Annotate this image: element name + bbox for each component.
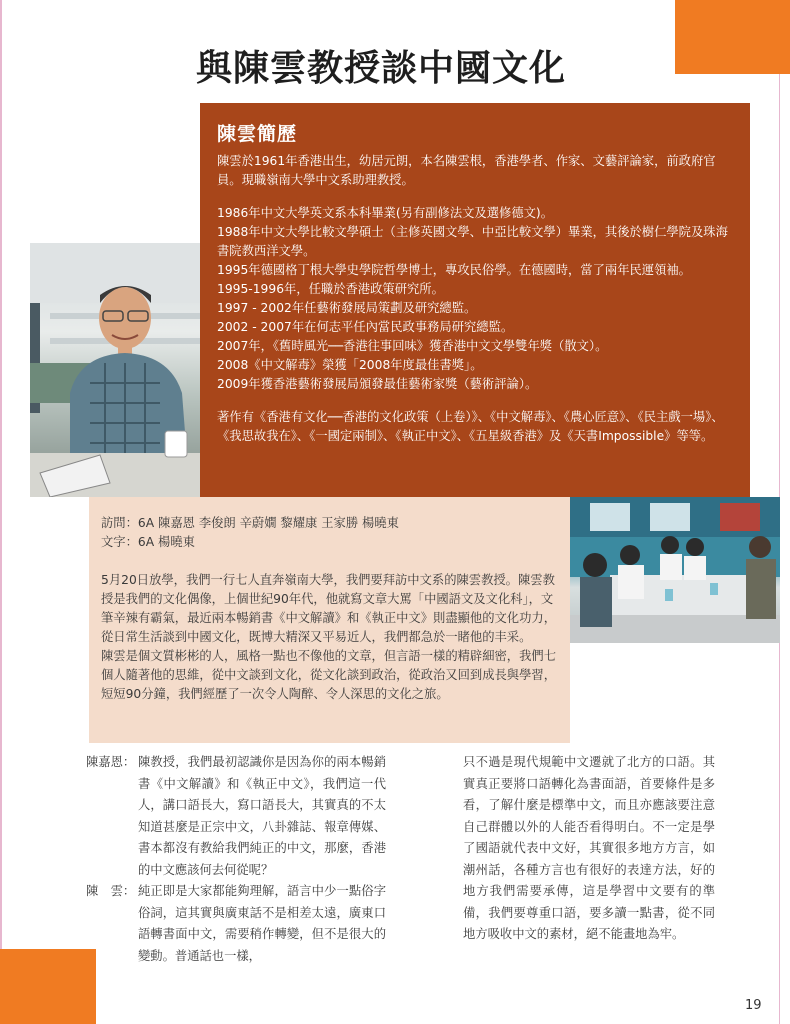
career-item: 1986年中文大學英文系本科畢業(另有副修法文及選修德文)。 xyxy=(217,206,554,220)
dialogue-column-right: 只不過是現代規範中文遷就了北方的口語。其實真正要將口語轉化為書面語，首要條件是多看，了解什麼是標準中文，而且亦應該要注意自己群體以外的人能否看得明白。不一定是學了國語就代表中文好，其實很多地方方言，如潮州話，各種方言也有很好的表達方法，好的地方我們需要承傳，這是學習中文要有的準備，我們要尊重口語，要多讀一點書，從不同地方吸收中文的素材，絕不能畫地為牢。 xyxy=(463,755,715,941)
career-item: 2007年，《舊時風光──香港往事回味》獲香港中文文學雙年獎（散文）。 xyxy=(217,339,608,353)
career-item: 2002 - 2007年在何志平任內當民政事務局研究總監。 xyxy=(217,320,514,334)
career-item: 1995-1996年，任職於香港政策研究所。 xyxy=(217,282,444,296)
career-item: 2008《中文解毒》榮獲「2008年度最佳書獎」。 xyxy=(217,358,483,372)
intro-paragraph: 5月20日放學，我們一行七人直奔嶺南大學，我們要拜訪中文系的陳雲教授。陳雲教授是我們的文化偶像，上個世紀90年代，他就寫文章大罵「中國語文及文化科」，文筆辛辣有霸氣，最近兩本暢銷書《中文解讀》和《執正中文》則盡顯他的文化功力，從日常生活談到中國文化，既博大精深又平易近人，我們都急於一睹他的丰采。 xyxy=(101,573,556,644)
portrait-illustration xyxy=(30,243,200,497)
top-corner-block xyxy=(675,0,790,74)
page-title: 與陳雲教授談中國文化 xyxy=(196,47,567,89)
speaker-name: 陳嘉恩： xyxy=(86,755,136,769)
left-margin-rule xyxy=(0,0,2,1024)
career-item: 2009年獲香港藝術發展局頒發最佳藝術家獎（藝術評論）。 xyxy=(217,377,538,391)
interviewers-line: 訪問：6A 陳嘉恩 李俊朗 辛蔚嫺 黎耀康 王家勝 楊曉東 xyxy=(101,516,399,530)
career-item: 1997 - 2002年任藝術發展局策劃及研究總監。 xyxy=(217,301,477,315)
bio-heading: 陳雲簡歷 xyxy=(217,123,298,145)
page-number: 19 xyxy=(745,998,762,1013)
bio-intro: 陳雲於1961年香港出生，幼居元朗，本名陳雲根，香港學者、作家、文藝評論家，前政府官員。現職嶺南大學中文系助理教授。 xyxy=(217,154,716,187)
career-item: 1995年德國格丁根大學史學院哲學博士，專攻民俗學。在德國時，當了兩年民運領袖。 xyxy=(217,263,691,277)
dialogue-entry xyxy=(86,752,386,881)
dialogue-entry xyxy=(86,881,386,967)
portrait-photo xyxy=(30,243,200,497)
bio-box xyxy=(200,103,750,497)
dialogue-column-left xyxy=(86,752,386,967)
meeting-illustration xyxy=(570,497,780,643)
career-item: 1988年中文大學比較文學碩士（主修英國文學、中亞比較文學）畢業，其後於樹仁學院及珠海書院教西洋文學。 xyxy=(217,225,728,258)
dialogue-text: 陳教授，我們最初認識你是因為你的兩本暢銷書《中文解讀》和《執正中文》，我們這一代人，講口語長大，寫口語長大，其實真的不太知道甚麼是正宗中文，八卦雜誌、報章傳媒、書本都沒有教給我們純正的中文，那麼，香港的中文應該何去何從呢？ xyxy=(138,755,386,877)
meeting-photo xyxy=(570,497,780,643)
speaker-name: 陳 雲： xyxy=(86,884,136,898)
intro-paragraph: 陳雲是個文質彬彬的人，風格一點也不像他的文章，但言語一樣的精辟細密，我們七個人隨著他的思維，從中文談到文化，從文化談到政治，從政治又回到成長與學習，短短90分鐘，我們經歷了一次令人陶醉、令人深思的文化之旅。 xyxy=(101,649,556,701)
writer-line: 文字：6A 楊曉東 xyxy=(101,535,195,549)
intro-box xyxy=(89,497,570,743)
bio-works: 著作有《香港有文化──香港的文化政策（上卷）》、《中文解毒》、《農心匠意》、《民主戲一場》、《我思故我在》、《一國定兩制》、《執正中文》、《五星級香港》及《天書Impossible》等等。 xyxy=(217,410,724,443)
dialogue-text: 純正即是大家都能夠理解，語言中少一點俗字俗詞，這其實與廣東話不是相差太遠，廣東口語轉書面中文，需要稍作轉變，但不是很大的變動。普通話也一樣， xyxy=(138,884,386,963)
bottom-corner-block xyxy=(0,949,96,1024)
